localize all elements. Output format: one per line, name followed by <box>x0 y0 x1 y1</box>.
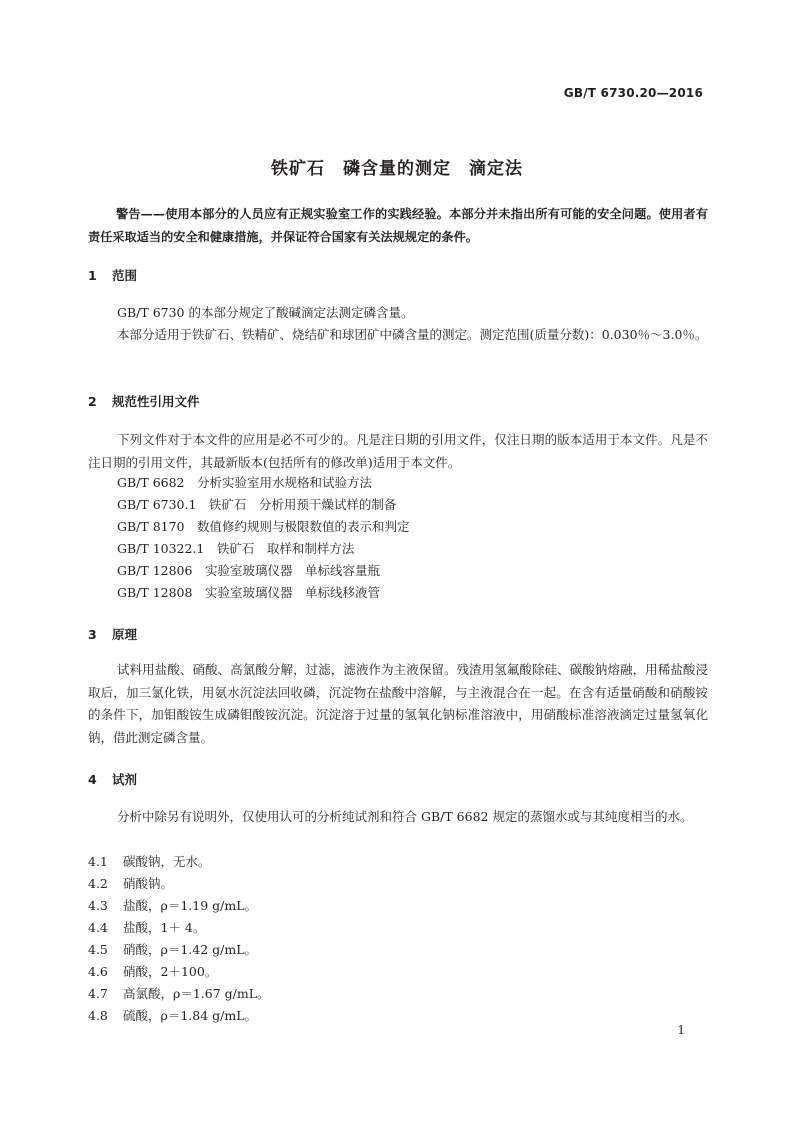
section-title: 原理 <box>112 627 138 642</box>
reference-item: GB/T 12808 实验室玻璃仪器 单标线移液管 <box>117 585 380 600</box>
reagent-text: 硫酸，ρ＝1.84 g/mL。 <box>123 1008 258 1023</box>
reagent-number: 4.5 <box>88 942 108 957</box>
reagent-text: 硝酸，2＋100。 <box>123 964 218 979</box>
reagent-item <box>88 1005 270 1027</box>
section-number: 4 <box>88 772 97 787</box>
reagent-number: 4.8 <box>88 1008 108 1023</box>
warning-paragraph: 警告——使用本部分的人员应有正规实验室工作的实践经验。本部分并未指出所有可能的安全问题。使用者有责任采取适当的安全和健康措施，并保证符合国家有关法规规定的条件。 <box>88 207 708 244</box>
reagent-number: 4.4 <box>88 920 108 935</box>
section-heading-scope <box>88 266 137 284</box>
reagent-text: 碳酸钠，无水。 <box>123 854 211 869</box>
reagent-item <box>88 851 270 873</box>
reagent-item <box>88 895 270 917</box>
section-heading-reagents <box>88 770 137 788</box>
reagent-number: 4.2 <box>88 876 108 891</box>
reagent-item <box>88 917 270 939</box>
standard-code: GB/T 6730.20—2016 <box>563 86 703 100</box>
reagent-text: 盐酸，1＋ 4。 <box>123 920 206 935</box>
reagent-item <box>88 939 270 961</box>
reference-item: GB/T 10322.1 铁矿石 取样和制样方法 <box>117 541 355 556</box>
references-intro: 下列文件对于本文件的应用是必不可少的。凡是注日期的引用文件，仅注日期的版本适用于本文件。凡是不注日期的引用文件，其最新版本(包括所有的修改单)适用于本文件。 <box>88 432 708 470</box>
section-number: 3 <box>88 627 97 642</box>
reagent-number: 4.1 <box>88 854 108 869</box>
reference-item: GB/T 6730.1 铁矿石 分析用预干燥试样的制备 <box>117 497 397 512</box>
section-heading-references <box>88 392 200 410</box>
section-title: 试剂 <box>112 772 138 787</box>
section-number: 1 <box>88 268 97 283</box>
reagent-text: 硝酸，ρ＝1.42 g/mL。 <box>123 942 258 957</box>
section-title: 规范性引用文件 <box>112 394 200 409</box>
scope-paragraph-2: 本部分适用于铁矿石、铁精矿、烧结矿和球团矿中磷含量的测定。测定范围(质量分数)：0.030％～3.0％。 <box>117 327 708 342</box>
reference-item: GB/T 8170 数值修约规则与极限数值的表示和判定 <box>117 519 410 534</box>
reference-item: GB/T 6682 分析实验室用水规格和试验方法 <box>117 475 373 490</box>
section-title: 范围 <box>112 268 138 283</box>
reagent-item <box>88 983 270 1005</box>
document-title: 铁矿石 磷含量的测定 滴定法 <box>271 159 523 179</box>
reagents-intro: 分析中除另有说明外，仅使用认可的分析纯试剂和符合 GB/T 6682 规定的蒸馏水或与其纯度相当的水。 <box>117 809 693 824</box>
reagent-item <box>88 961 270 983</box>
principle-paragraph: 试料用盐酸、硝酸、高氯酸分解，过滤，滤液作为主液保留。残渣用氢氟酸除硅、碳酸钠熔融，用稀盐酸浸取后，加三氯化铁，用氨水沉淀法回收磷，沉淀物在盐酸中溶解，与主液混合在一起。在含有适量硝酸和硝酸铵的条件下，加钼酸铵生成磷钼酸铵沉淀。沉淀溶于过量的氢氧化钠标准溶液中，用硝酸标准溶液滴定过量氢氧化钠，借此测定磷含量。 <box>88 662 708 745</box>
section-number: 2 <box>88 394 97 409</box>
reagent-text: 硝酸钠。 <box>123 876 174 891</box>
reagent-number: 4.7 <box>88 986 108 1001</box>
reagent-item <box>88 873 270 895</box>
reagent-text: 盐酸，ρ＝1.19 g/mL。 <box>123 898 258 913</box>
scope-paragraph-1: GB/T 6730 的本部分规定了酸碱滴定法测定磷含量。 <box>117 305 414 320</box>
reference-item: GB/T 12806 实验室玻璃仪器 单标线容量瓶 <box>117 563 380 578</box>
reagent-text: 高氯酸，ρ＝1.67 g/mL。 <box>123 986 270 1001</box>
reagent-number: 4.3 <box>88 898 108 913</box>
reagent-list <box>88 851 270 1027</box>
reference-list <box>117 472 410 604</box>
page-number: 1 <box>677 1023 685 1037</box>
section-heading-principle <box>88 625 137 643</box>
reagent-number: 4.6 <box>88 964 108 979</box>
